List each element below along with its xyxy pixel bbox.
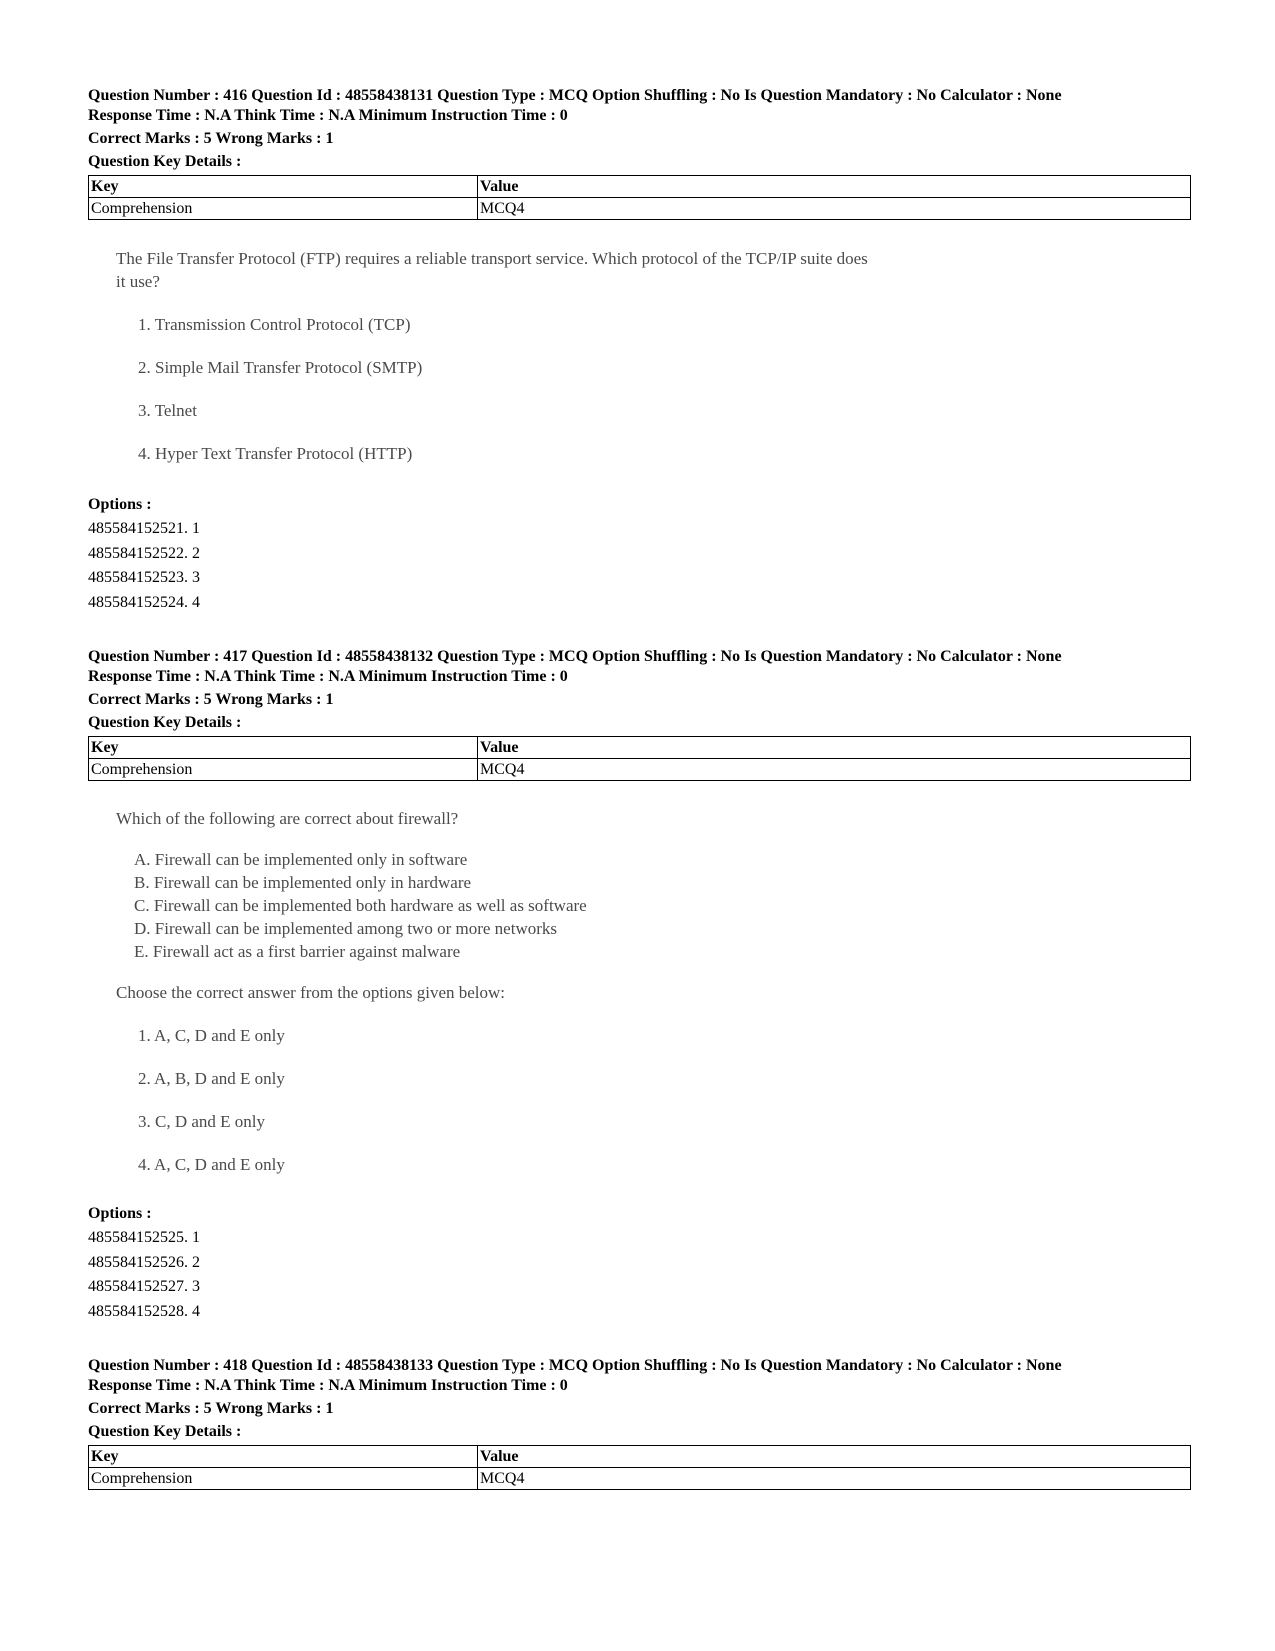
- question-stem: Which of the following are correct about firewall?: [116, 809, 459, 828]
- question-header: Question Number : 417 Question Id : 48558438132 Question Type : MCQ Option Shuffling : No Is Question Mandatory : No Calculator : None: [88, 648, 1062, 665]
- table-cell-value: MCQ4: [478, 1468, 1191, 1490]
- table-cell-key: Comprehension: [89, 1468, 478, 1490]
- table-cell-value: MCQ4: [478, 759, 1191, 781]
- table-header-value: Value: [478, 1446, 1191, 1468]
- question-stem: [116, 247, 1191, 293]
- statement-item: E. Firewall act as a first barrier against malware: [134, 942, 461, 961]
- answer-choice: 2. A, B, D and E only: [138, 1069, 285, 1088]
- question-header: Question Number : 416 Question Id : 48558438131 Question Type : MCQ Option Shuffling : No Is Question Mandatory : No Calculator : None: [88, 87, 1062, 104]
- answer-choice: 4. Hyper Text Transfer Protocol (HTTP): [138, 444, 413, 463]
- options-label: Options :: [88, 496, 152, 513]
- answer-choice: 3. C, D and E only: [138, 1112, 266, 1131]
- statement-list: [116, 848, 1191, 963]
- question-header: Question Number : 418 Question Id : 48558438133 Question Type : MCQ Option Shuffling : No Is Question Mandatory : No Calculator : None: [88, 1357, 1062, 1374]
- table-header-row: [89, 1446, 1191, 1468]
- question-timing: Response Time : N.A Think Time : N.A Minimum Instruction Time : 0: [88, 107, 568, 124]
- question-content: [116, 807, 1191, 1176]
- question-marks: Correct Marks : 5 Wrong Marks : 1: [88, 1400, 334, 1417]
- answer-choice: 1. A, C, D and E only: [138, 1026, 285, 1045]
- table-row: [89, 1468, 1191, 1490]
- option-item: 485584152523. 3: [88, 569, 200, 586]
- option-item: 485584152521. 1: [88, 520, 200, 537]
- question-timing: Response Time : N.A Think Time : N.A Minimum Instruction Time : 0: [88, 1377, 568, 1394]
- answer-choice: 3. Telnet: [138, 401, 197, 420]
- table-row: [89, 198, 1191, 220]
- table-cell-key: Comprehension: [89, 759, 478, 781]
- key-details-label: Question Key Details :: [88, 1423, 242, 1440]
- option-item: 485584152524. 4: [88, 593, 200, 611]
- option-item: 485584152527. 3: [88, 1278, 200, 1295]
- key-details-table: [88, 175, 1191, 220]
- answer-choice: 2. Simple Mail Transfer Protocol (SMTP): [138, 358, 423, 377]
- table-header-value: Value: [478, 176, 1191, 198]
- document-page: [88, 86, 1191, 1490]
- statement-item: A. Firewall can be implemented only in software: [134, 850, 468, 869]
- question-block-417: [88, 647, 1191, 1324]
- question-marks: Correct Marks : 5 Wrong Marks : 1: [88, 691, 334, 708]
- table-header-row: [89, 737, 1191, 759]
- question-content: [116, 247, 1191, 465]
- key-details-table: [88, 1445, 1191, 1490]
- statement-item: D. Firewall can be implemented among two or more networks: [134, 919, 557, 938]
- answer-choice: 1. Transmission Control Protocol (TCP): [138, 315, 411, 334]
- key-details-label: Question Key Details :: [88, 714, 242, 731]
- statement-item: B. Firewall can be implemented only in hardware: [134, 873, 472, 892]
- stem-line: it use?: [116, 272, 160, 291]
- option-item: 485584152525. 1: [88, 1229, 200, 1246]
- instruction-text: Choose the correct answer from the options given below:: [116, 983, 506, 1002]
- option-item: 485584152526. 2: [88, 1253, 200, 1271]
- table-cell-value: MCQ4: [478, 198, 1191, 220]
- question-timing: Response Time : N.A Think Time : N.A Minimum Instruction Time : 0: [88, 668, 568, 685]
- question-block-418: [88, 1356, 1191, 1490]
- table-header-value: Value: [478, 737, 1191, 759]
- key-details-table: [88, 736, 1191, 781]
- answer-choice: 4. A, C, D and E only: [138, 1155, 285, 1174]
- stem-line: The File Transfer Protocol (FTP) requires a reliable transport service. Which protocol of the TCP/IP suite does: [116, 249, 868, 268]
- option-item: 485584152522. 2: [88, 544, 200, 562]
- table-row: [89, 759, 1191, 781]
- key-details-label: Question Key Details :: [88, 153, 242, 170]
- table-header-row: [89, 176, 1191, 198]
- table-header-key: Key: [89, 737, 478, 759]
- table-header-key: Key: [89, 1446, 478, 1468]
- table-cell-key: Comprehension: [89, 198, 478, 220]
- statement-item: C. Firewall can be implemented both hardware as well as software: [134, 896, 587, 915]
- table-header-key: Key: [89, 176, 478, 198]
- options-label: Options :: [88, 1205, 152, 1222]
- option-item: 485584152528. 4: [88, 1302, 200, 1320]
- question-block-416: [88, 86, 1191, 615]
- question-marks: Correct Marks : 5 Wrong Marks : 1: [88, 130, 334, 147]
- options-list: [88, 1226, 1191, 1324]
- options-list: [88, 517, 1191, 615]
